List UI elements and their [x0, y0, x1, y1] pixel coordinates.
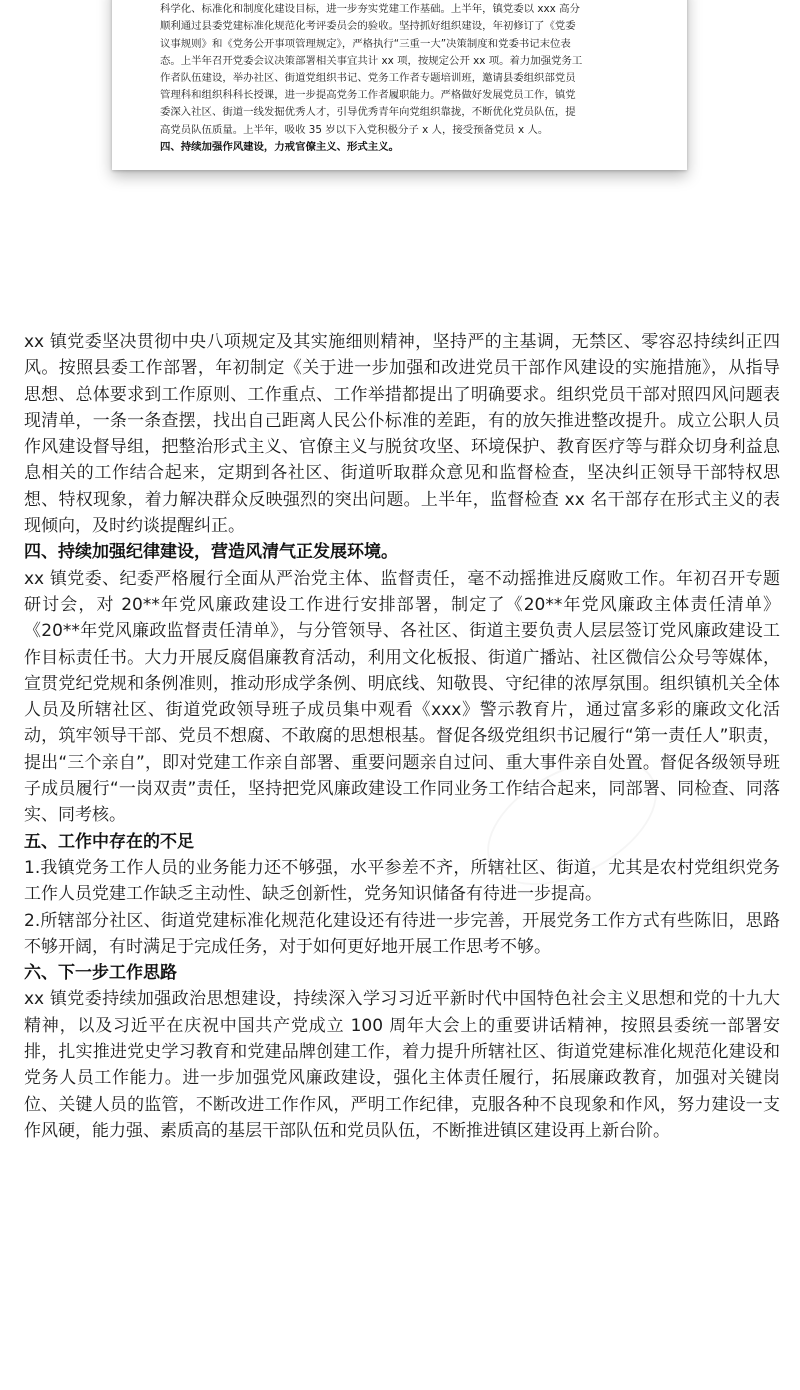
paragraph-shortcoming-1: 1.我镇党务工作人员的业务能力还不够强，水平参差不齐，所辖社区、街道，尤其是农村党组织党务工作人员党建工作缺乏主动性、缺乏创新性，党务知识储备有待进一步提高。	[24, 857, 780, 905]
preview-line: 高党员队伍质量。上半年，吸收 35 岁以下入党积极分子 x 人，接受预备党员 x 人。	[160, 123, 549, 136]
document-body	[24, 329, 780, 1144]
preview-line: 作者队伍建设，举办社区、街道党组织书记、党务工作者专题培训班，邀请县委组织部党员	[160, 72, 576, 85]
paragraph-shortcoming-2: 2.所辖部分社区、街道党建标准化规范化建设还有待进一步完善，开展党务工作方式有些陈旧，思路不够开阔，有时满足于完成任务，对于如何更好地开展工作思考不够。	[24, 910, 780, 957]
preview-line: 管理科和组织科科长授课，进一步提高党务工作者履职能力。严格做好发展党员工作，镇党	[160, 89, 576, 102]
preview-line: 科学化、标准化和制度化建设目标，进一步夯实党建工作基础。上半年，镇党委以 xxx 高分	[160, 3, 580, 16]
preview-line: 顺利通过县委党建标准化规范化考评委员会的验收。坚持抓好组织建设，年初修订了《党委	[160, 20, 576, 33]
document-preview-card	[112, 0, 687, 170]
preview-line: 议事规则》和《党务公开事项管理规定》，严格执行“三重一大”决策制度和党委书记末位表	[160, 37, 571, 50]
preview-heading: 四、持续加强作风建设，力戒官僚主义、形式主义。	[160, 140, 399, 153]
paragraph-discipline: xx 镇党委、纪委严格履行全面从严治党主体、监督责任，毫不动摇推进反腐败工作。年初召开专题研讨会，对 20**年党风廉政建设工作进行安排部署，制定了《20**年党风廉政主体责任清单》《20**年党风廉政监督责任清单》，与分管领导、各社区、街道主要负责人层层签订党风廉政建设工作目标责任书。大力开展反腐倡廉教育活动，利用文化板报、街道广播站、社区微信公众号等媒体，宣贯党纪党规和条例准则，推动形成学条例、明底线、知敬畏、守纪律的浓厚氛围。组织镇机关全体人员及所辖社区、街道党政领导班子成员集中观看《xxx》警示教育片，通过富多彩的廉政文化活动，筑牢领导干部、党员不想腐、不敢腐的思想根基。督促各级党组织书记履行“第一责任人”职责，提出“三个亲自”，即对党建工作亲自部署、重要问题亲自过问、重大事件亲自处置。督促各级领导班子成员履行“一岗双责”责任，坚持把党风廉政建设工作同业务工作结合起来，同部署、同检查、同落实、同考核。	[24, 568, 780, 826]
preview-line: 委深入社区、街道一线发掘优秀人才，引导优秀青年向党组织靠拢，不断优化党员队伍，提	[160, 106, 576, 119]
paragraph-next-steps: xx 镇党委持续加强政治思想建设，持续深入学习习近平新时代中国特色社会主义思想和党的十九大精神，以及习近平在庆祝中国共产党成立 100 周年大会上的重要讲话精神，按照县委统一部署安排，扎实推进党史学习教育和党建品牌创建工作，着力提升所辖社区、街道党建标准化规范化建设和党务人员工作能力。进一步加强党风廉政建设，强化主体责任履行，拓展廉政教育，加强对关键岗位、关键人员的监管，不断改进工作作风，严明工作纪律，克服各种不良现象和作风，努力建设一支作风硬，能力强、素质高的基层干部队伍和党员队伍，不断推进镇区建设再上新台阶。	[24, 989, 780, 1141]
preview-line: 态。上半年召开党委会议决策部署相关事宜共计 xx 项，按规定公开 xx 项。着力加强党务工	[160, 54, 583, 67]
paragraph-style-building: xx 镇党委坚决贯彻中央八项规定及其实施细则精神，坚持严的主基调，无禁区、零容忍持续纠正四风。按照县委工作部署，年初制定《关于进一步加强和改进党员干部作风建设的实施措施》，从指导思想、总体要求到工作原则、工作重点、工作举措都提出了明确要求。组织党员干部对照四风问题表现清单，一条一条查摆，找出自己距离人民公仆标准的差距，有的放矢推进整改提升。成立公职人员作风建设督导组，把整治形式主义、官僚主义与脱贫攻坚、环境保护、教育医疗等与群众切身利益息息相关的工作结合起来，定期到各社区、街道听取群众意见和监督检查，坚决纠正领导干部特权思想、特权现象，着力解决群众反映强烈的突出问题。上半年，监督检查 xx 名干部存在形式主义的表现倾向，及时约谈提醒纠正。	[24, 332, 780, 537]
section-heading-4: 四、持续加强纪律建设，营造风清气正发展环境。	[24, 542, 398, 563]
section-heading-6: 六、下一步工作思路	[24, 963, 177, 984]
preview-text	[160, 0, 640, 156]
section-heading-5: 五、工作中存在的不足	[24, 831, 194, 852]
